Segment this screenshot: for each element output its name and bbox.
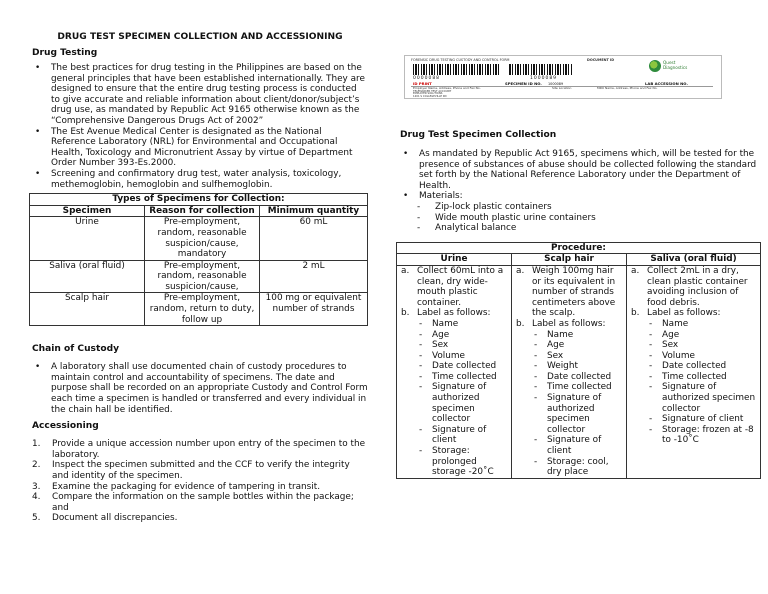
label-item: - Signature of client — [399, 425, 509, 446]
label-item: - Volume — [399, 351, 509, 362]
urine-step-a: Collect 60mL into a clean, dry wide-mouth plastic container. — [417, 265, 504, 308]
urine-col-header: Urine — [397, 254, 512, 266]
item-number: 4. — [32, 492, 41, 503]
item-text: Compare the information on the sample bottles within the package; and — [52, 492, 354, 513]
label-item: - Volume — [629, 351, 758, 362]
accessioning-heading: Accessioning — [32, 421, 99, 432]
table-cell: Urine — [30, 217, 145, 260]
collection-bullet — [400, 191, 762, 202]
item-text: Provide a unique accession number upon entry of the specimen to the laboratory. — [52, 439, 366, 460]
material-item: - Analytical balance — [400, 223, 762, 234]
chain-of-custody-bullet: • A laboratory shall use documented chain of custody procedures to maintain control and accountability of specimens. The date and purpose shall be recorded on an appropriate Custody and Control Form each time a specimen is handled or transferred and every individual in the chain hall be identified. — [32, 362, 368, 415]
item-number: 5. — [32, 513, 41, 524]
label-item: - Age — [399, 330, 509, 341]
label-item: - Age — [629, 330, 758, 341]
saliva-col-header: Saliva (oral fluid) — [627, 254, 761, 266]
right-column — [400, 130, 762, 479]
custody-control-form-image — [404, 55, 722, 99]
table-cell: Saliva (oral fluid) — [30, 260, 145, 293]
urine-step-b: Label as follows: — [417, 308, 491, 319]
material-item: - Wide mouth plastic urine containers — [400, 213, 762, 224]
table-row — [30, 293, 368, 326]
label-item: - Time collected — [629, 372, 758, 383]
reason-col-header: Reason for collection — [145, 205, 260, 217]
scalp-step-b: Label as follows: — [532, 318, 606, 329]
label-item: - Signature of authorized specimen collector — [514, 393, 624, 435]
saliva-procedure: a. Collect 2mL in a dry, clean plastic container avoiding inclusion of food debris. b. Label as follows: - Name - Age - Sex - Volume - Date collected - Time collected - Signature of authorized specimen collector - Signature of client - Storage: frozen at -8 to -10˚C — [627, 265, 761, 478]
label-item: - Signature of authorized specimen collector — [629, 382, 758, 414]
label-item: - Storage: cool, dry place — [514, 457, 624, 478]
label-item: - Signature of client — [514, 435, 624, 456]
list-item — [32, 482, 368, 493]
list-item — [32, 513, 368, 524]
form-mro-header: MRO Name, Address, Phone and Fax No. — [597, 86, 658, 90]
drug-testing-bullet: • The best practices for drug testing in the Philippines are based on the general principles that have been established internationally. They are designed to ensure that the entire drug testing process is conducted to give accurate and reliable information about client/donor/subject’s drug use, as mandated by Republic Act 9165 otherwise known as the “Comprehensive Dangerous Drugs Act of 2002” — [32, 63, 368, 127]
label-item: - Date collected — [399, 361, 509, 372]
form-specimen-id-label: SPECIMEN ID NO. — [505, 81, 542, 86]
label-item: - Time collected — [514, 382, 624, 393]
form-lab-accession-label: LAB ACCESSION NO. — [645, 81, 688, 86]
table-cell: Scalp hair — [30, 293, 145, 326]
left-column — [32, 32, 368, 524]
table-cell: Pre-employment, random, reasonable suspicion/cause, — [145, 260, 260, 293]
form-title: FORENSIC DRUG TESTING CUSTODY AND CONTROL FORM — [411, 58, 510, 62]
scalp-step-a: Weigh 100mg hair or its equivalent in number of strands centimeters above the scalp. — [532, 265, 616, 319]
drug-testing-bullet: • The Est Avenue Medical Center is designated as the National Reference Laboratory (NRL) for Environmental and Occupational Health, Toxicology and Micronutrient Assay by virtue of Department Order Number 393-Es.2000. — [32, 127, 368, 169]
saliva-step-b: Label as follows: — [647, 308, 721, 319]
form-document-id: DOCUMENT ID — [587, 58, 615, 62]
label-item: - Date collected — [514, 372, 624, 383]
table-row — [30, 217, 368, 260]
label-item: - Storage: prolonged storage -20˚C — [399, 446, 509, 478]
procedure-row — [397, 265, 761, 478]
form-specimen-id-value: 1000089 — [548, 82, 564, 86]
label-item: - Signature of authorized specimen collector — [399, 382, 509, 424]
label-item: - Time collected — [399, 372, 509, 383]
saliva-step-a: Collect 2mL in a dry, clean plastic container avoiding inclusion of food debris. — [647, 265, 748, 308]
label-item: - Name — [514, 330, 624, 341]
procedure-table — [396, 242, 761, 479]
materials-list — [400, 202, 762, 234]
barcode-left — [413, 64, 499, 75]
form-site-header: Site Location — [552, 86, 572, 90]
collection-bullet: • As mandated by Republic Act 9165, specimens which, will be tested for the presence of substances of abuse should be collected following the standard set forth by the National Reference Laboratory under the Department of Health. — [400, 149, 762, 191]
label-item: - Sex — [629, 340, 758, 351]
item-number: 1. — [32, 439, 41, 450]
table-cell: 60 mL — [260, 217, 368, 260]
drug-testing-list — [32, 63, 368, 190]
label-item: - Age — [514, 340, 624, 351]
specimen-table-caption: Types of Specimens for Collection: — [30, 194, 368, 206]
chain-of-custody-heading: Chain of Custody — [32, 344, 120, 355]
urine-procedure: a. Collect 60mL into a clean, dry wide-mouth plastic container. b. Label as follows: - Name - Age - Sex - Volume - Date collected - Time collected - Signature of authorized specimen collector - Signature of client - Storage: prolonged storage -20˚C — [397, 265, 512, 478]
label-item: - Name — [629, 319, 758, 330]
drug-testing-heading: Drug Testing — [32, 48, 98, 58]
barcode-number-right: 1000089 — [530, 76, 558, 81]
label-item: - Signature of client — [629, 414, 758, 425]
form-id-print: ID PRINT — [413, 81, 432, 86]
collection-heading: Drug Test Specimen Collection — [400, 130, 557, 140]
label-item: - Weight — [514, 361, 624, 372]
label-item: - Date collected — [629, 361, 758, 372]
accessioning-list — [32, 439, 368, 524]
page-title: DRUG TEST SPECIMEN COLLECTION AND ACCESSIONING — [57, 32, 343, 42]
material-item: - Zip-lock plastic containers — [400, 202, 762, 213]
form-employer-header: Employer Name, Address, Phone and Fax No. — [413, 86, 481, 90]
materials-label: Materials: — [419, 191, 463, 202]
label-item: - Name — [399, 319, 509, 330]
quantity-col-header: Minimum quantity — [260, 205, 368, 217]
list-item — [32, 492, 368, 513]
table-cell: 100 mg or equivalent number of strands — [260, 293, 368, 326]
item-text: Document all discrepancies. — [52, 513, 178, 524]
table-cell: 2 mL — [260, 260, 368, 293]
specimen-col-header: Specimen — [30, 205, 145, 217]
form-address: TELEMARKER TEST ACCOUNT EMPLOYER SOLUTIONS 1201 S COLLEGEVILLE RD — [413, 89, 452, 98]
list-item — [32, 439, 368, 460]
item-text: Examine the packaging for evidence of tampering in transit. — [52, 481, 321, 492]
scalp-hair-procedure: a. Weigh 100mg hair or its equivalent in number of strands centimeters above the scalp. b. Label as follows: - Name - Age - Sex - Weight - Date collected - Time collected - Signature of authorized specimen collector - Signature of client - Storage: cool, dry place — [512, 265, 627, 478]
label-item: - Storage: frozen at -8 to -10˚C — [629, 425, 758, 446]
barcode-right — [509, 64, 573, 75]
item-number: 2. — [32, 460, 41, 471]
table-cell: Pre-employment, random, return to duty, follow up — [145, 293, 260, 326]
table-cell: Pre-employment, random, reasonable suspicion/cause, mandatory — [145, 217, 260, 260]
item-text: Inspect the specimen submitted and the CCF to verify the integrity and identity of the specimen. — [52, 460, 350, 481]
specimen-table — [29, 193, 368, 326]
table-row — [30, 260, 368, 293]
drug-testing-bullet: • Screening and confirmatory drug test, water analysis, toxicology, methemoglobin, hemoglobin and sulfhemoglobin. — [32, 169, 368, 190]
label-item: - Sex — [514, 351, 624, 362]
list-item — [32, 460, 368, 481]
logo-text: Quest Diagnostics — [663, 60, 688, 70]
chain-of-custody-list — [32, 362, 368, 415]
quest-logo-icon — [649, 60, 661, 72]
item-number: 3. — [32, 481, 41, 492]
scalp-hair-col-header: Scalp hair — [512, 254, 627, 266]
barcode-number-left: 0000088 — [413, 76, 441, 81]
procedure-caption: Procedure: — [397, 242, 761, 254]
collection-list — [400, 149, 762, 202]
label-item: - Sex — [399, 340, 509, 351]
